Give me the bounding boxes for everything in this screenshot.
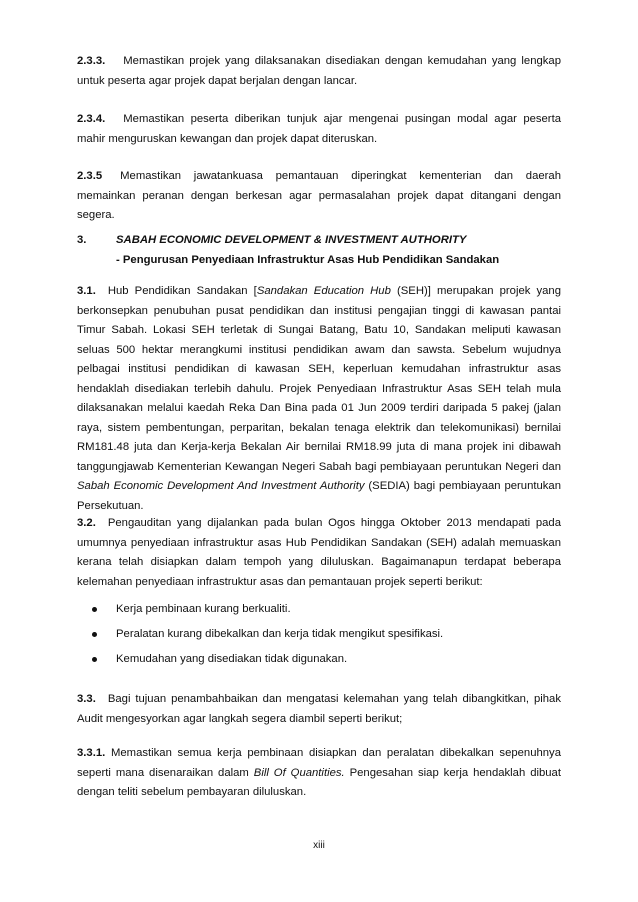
paragraph-2-3-3 bbox=[77, 52, 561, 91]
paragraph-number: 3.2. bbox=[77, 517, 96, 529]
paragraph-text-2: (SEH)] merupakan projek yang berkonsepkan penubuhan pusat pendidikan dan institusi pengajian tinggi di kawasan pantai Timur Sabah. Lokasi SEH terletak di Sungai Batang, Batu 10, Sandakan meliputi kawasan seluas 500 hektar merangkumi institusi pendidikan awam dan sawsta. Sebelum wujudnya pelbagai institusi pendidikan di kawasan SEH, keperluan kemudahan infrastruktur asas hendaklah disediakan terlebih dahulu. Projek Penyediaan Infrastruktur Asas SEH telah mula dilaksanakan melalui kaedah Reka Dan Bina pada 01 Jun 2009 terdiri daripada 5 pakej (jalan raya, sistem pembentungan, perparitan, bekalan tenaga elektrik dan telekomunikasi) bernilai RM181.48 juta dan Kerja-kerja Bekalan Air bernilai RM18.99 juta di mana projek ini dibawah tanggungjawab Kementerian Kewangan Negeri Sabah bagi pembiayaan peruntukan Negeri dan bbox=[77, 285, 561, 473]
paragraph-text: Memastikan projek yang dilaksanakan disediakan dengan kemudahan yang lengkap untuk peserta agar projek dapat berjalan dengan lancar. bbox=[77, 55, 561, 87]
paragraph-italic-2: Sabah Economic Development And Investment Authority bbox=[77, 480, 365, 492]
paragraph-number: 3.1. bbox=[77, 285, 96, 297]
paragraph-2-3-4 bbox=[77, 110, 561, 149]
paragraph-3-1 bbox=[77, 282, 561, 516]
paragraph-text: Pengauditan yang dijalankan pada bulan Ogos hingga Oktober 2013 mendapati pada umumnya penyediaan infrastruktur asas Hub Pendidikan Sandakan (SEH) adalah memuaskan kerana telah disiapkan dalam tempoh yang diluluskan. Bagaimanapun terdapat beberapa kelemahan penyediaan infrastruktur asas dan pemantauan projek seperti berikut: bbox=[77, 517, 561, 588]
page-number: xiii bbox=[313, 840, 325, 851]
paragraph-italic-1: Sandakan Education Hub bbox=[256, 285, 391, 297]
paragraph-text-2: Pengesahan siap kerja hendaklah dibuat dengan teliti sebelum pembayaran diluluskan. bbox=[77, 766, 561, 798]
paragraph-number: 2.3.3. bbox=[77, 55, 106, 67]
paragraph-text-1: Hub Pendidikan Sandakan [ bbox=[107, 285, 257, 297]
paragraph-text: Memastikan jawatankuasa pemantauan diperingkat kementerian dan daerah memainkan peranan dengan berkesan agar permasalahan projek dapat ditangani dengan segera. bbox=[77, 170, 561, 221]
bullet-text: Kerja pembinaan kurang berkualiti. bbox=[116, 603, 291, 615]
paragraph-text-1: Memastikan semua kerja pembinaan disiapkan dan peralatan dibekalkan sepenuhnya seperti mana disenaraikan dalam bbox=[77, 747, 561, 779]
paragraph-number: 2.3.5 bbox=[77, 170, 103, 182]
paragraph-2-3-5 bbox=[77, 167, 561, 226]
paragraph-number: 3.3. bbox=[77, 693, 96, 705]
paragraph-3-3 bbox=[77, 690, 561, 729]
section-3-subtitle: - Pengurusan Penyediaan Infrastruktur Asas Hub Pendidikan Sandakan bbox=[116, 254, 500, 266]
bullet-icon bbox=[92, 607, 97, 612]
bullet-icon bbox=[92, 657, 97, 662]
bullet-text: Peralatan kurang dibekalkan dan kerja tidak mengikut spesifikasi. bbox=[116, 628, 444, 640]
section-3-title: SABAH ECONOMIC DEVELOPMENT & INVESTMENT AUTHORITY bbox=[116, 234, 467, 246]
paragraph-number: 2.3.4. bbox=[77, 113, 106, 125]
paragraph-number: 3.3.1. bbox=[77, 747, 106, 759]
paragraph-text: Bagi tujuan penambahbaikan dan mengatasi kelemahan yang telah dibangkitkan, pihak Audit mengesyorkan agar langkah segera diambil seperti berikut; bbox=[77, 693, 561, 725]
section-3-number: 3. bbox=[77, 234, 87, 246]
bullet-icon bbox=[92, 632, 97, 637]
bullet-text: Kemudahan yang disediakan tidak digunakan. bbox=[116, 653, 348, 665]
paragraph-3-3-1 bbox=[77, 744, 561, 803]
paragraph-italic-1: Bill Of Quantities. bbox=[253, 766, 345, 779]
paragraph-3-2 bbox=[77, 514, 561, 592]
paragraph-text-3: (SEDIA) bagi pembiayaan peruntukan Persekutuan. bbox=[77, 480, 561, 512]
paragraph-text: Memastikan peserta diberikan tunjuk ajar mengenai pusingan modal agar peserta mahir menguruskan kewangan dan projek dapat diteruskan. bbox=[77, 113, 561, 145]
